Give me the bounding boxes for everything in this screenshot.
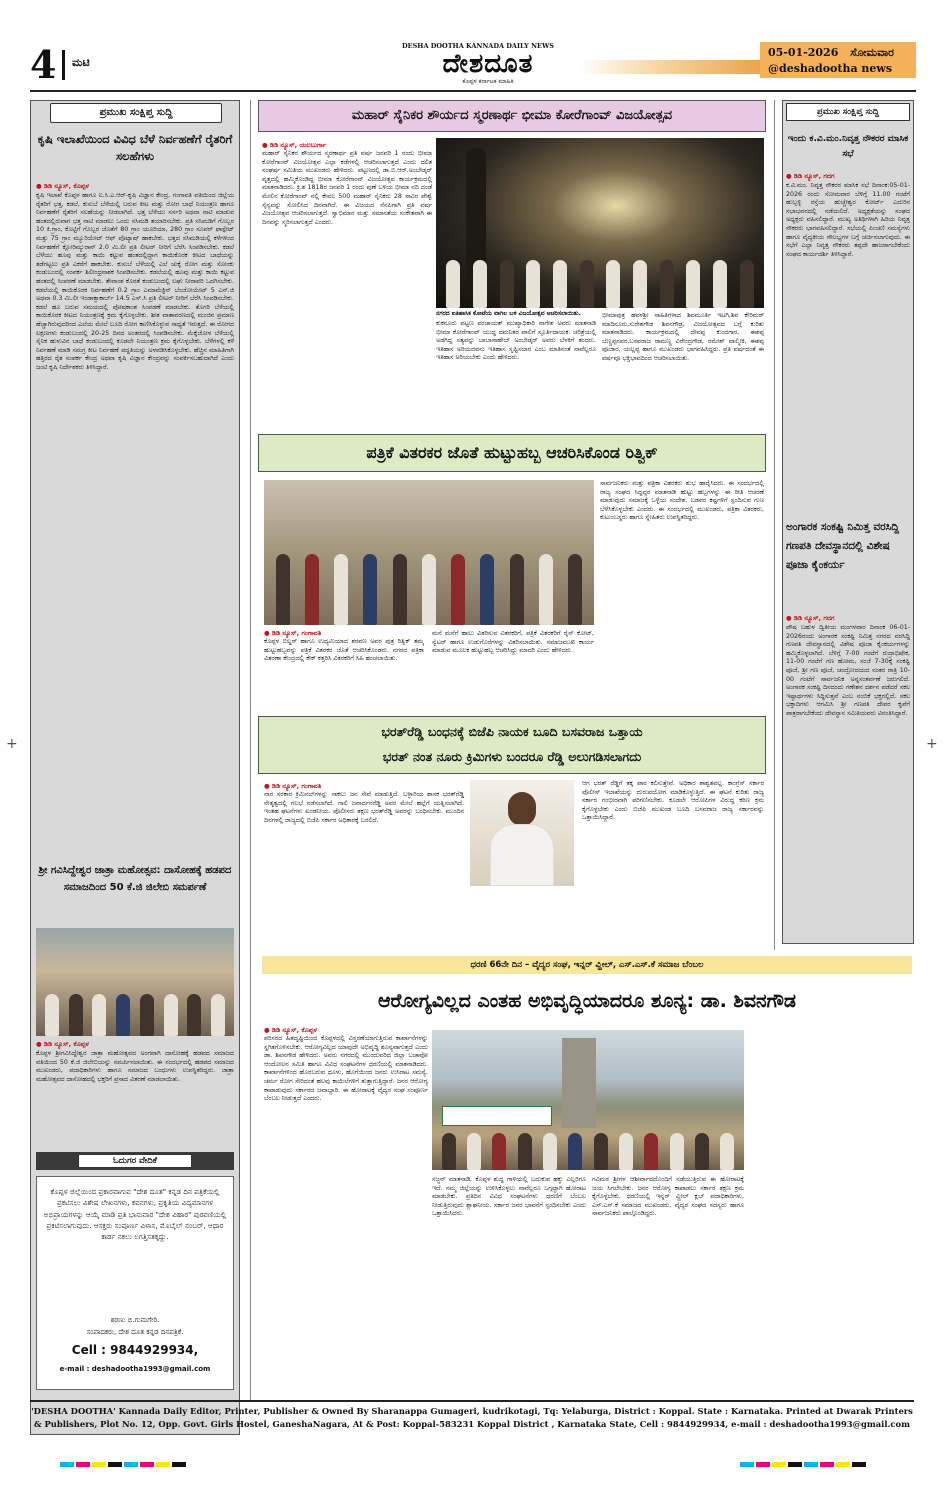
person-figure: [510, 554, 524, 625]
right-story1-byline: ● ಡಿಡಿ ನ್ಯೂಸ್, ಗದಗ: [786, 172, 835, 180]
person-figure: [644, 1133, 658, 1170]
black-swatch-icon: [108, 1462, 122, 1467]
story4-body-far-right: [750, 1030, 912, 1392]
story2-photo: [264, 480, 594, 625]
person-figure: [480, 554, 494, 625]
date: 05-01-2026: [768, 46, 839, 59]
footer-rule: [30, 1400, 914, 1402]
person-figure: [116, 994, 130, 1036]
person-figure: [334, 554, 348, 625]
black-swatch-icon: [788, 1462, 802, 1467]
story4-body-mid: ಸಜ್ಜನ್ ಮಾತನಾಡಿ, ಕೊಪ್ಪಳ ಶುದ್ಧ ಗಾಳಿಯಲ್ಲಿ ಬದುಕುವ ಹಕ್ಕು ಎಲ್ಲರಿಗೂ ಇದೆ. ನಮ್ಮ ಜಿಲ್ಲೆಯನ್ನು ಉಳಿಸಿಕೊಳ್ಳಲು ನಾವೆಲ್ಲರೂ ಒಗ್ಗಟ್ಟಾಗಿ ಹೋರಾಟ ಮಾಡಬೇಕು. ಪ್ರತಿದಿನ ವಿವಿಧ ಸಂಘಟನೆಗಳು ಧರಣಿಗೆ ಬೆಂಬಲ ನೀಡುತ್ತಿರುವುದು ಶ್ಲಾಘನೀಯ. ಸರ್ಕಾರ ಜನರ ಭಾವನೆಗೆ ಸ್ಪಂದಿಸಬೇಕು ಎಂದು ಒತ್ತಾಯಿಸಿದರು.: [432, 1176, 586, 1218]
left-story1-byline: ● ಡಿಡಿ ನ್ಯೂಸ್, ಕೊಪ್ಪಳ: [36, 182, 89, 190]
person-figure: [422, 554, 436, 625]
color-registration-bar-left: [60, 1452, 188, 1471]
story3-headline-line1: ಭರತ್‌ರೆಡ್ಡಿ ಬಂಧನಕ್ಕೆ ಬಿಜೆಪಿ ನಾಯಕ ಬೂದಿ ಬಸವರಾಜ ಒತ್ತಾಯ: [381, 724, 643, 739]
story1-headline: ಮಹಾರ್ ಸೈನಿಕರ ಶೌರ್ಯದ ಸ್ಮರಣಾರ್ಥ ಭೀಮಾ ಕೋರೆಗಾಂವ್ ವಿಜಯೋತ್ಸವ: [351, 108, 673, 123]
story2-body-left: ಕೊಪ್ಪಳ ಬಿಲ್ಡರ್ ಹಾಗೂ ಉದ್ಯಮಿಯಾದ ಶರವಣ ಅವರ ಪುತ್ರ ರಿತ್ವಿಕ್ ತಮ್ಮ ಹುಟ್ಟುಹಬ್ಬವನ್ನು ಪತ್ರಿಕೆ ವಿತರಕರ ಜೊತೆ ಆಚರಿಸಿಕೊಂಡರು. ನಗರದ ಪತ್ರಿಕಾ ವಿತರಣಾ ಕೇಂದ್ರದಲ್ಲಿ ಕೇಕ್ ಕತ್ತರಿಸಿ ವಿತರಕರಿಗೆ ಸಿಹಿ ಹಂಚಲಾಯಿತು.: [264, 638, 424, 663]
left-section-title: ಪ್ರಮುಖ ಸಂಕ್ಷಿಪ್ತ ಸುದ್ದಿ: [50, 103, 222, 123]
person-figure: [305, 554, 319, 625]
person-figure: [526, 260, 540, 308]
person-figure: [568, 1133, 582, 1170]
photo-people: [36, 977, 234, 1036]
cyan-swatch-icon: [124, 1462, 138, 1467]
story1-body-left: ಮಹಾರ್ ಸೈನಿಕರ ಶೌರ್ಯದ ಸ್ಮರಣಾರ್ಥ ಪ್ರತಿ ವರ್ಷ ಜನವರಿ 1 ರಂದು ಭೀಮಾ ಕೋರೆಗಾಂವ್ ವಿಜಯೋತ್ಸವ ಎಲ್ಲಾ ಕಡೆಗಳಲ್ಲಿ ಆಚರಿಸಲಾಗುತ್ತದೆ ಎಂದು ದಲಿತ ಸಂಘರ್ಷ ಸಮಿತಿಯ ಮುಖಂಡರು ಹೇಳಿದರು. ಪಟ್ಟಣದಲ್ಲಿ ಡಾ.ಬಿ.ಆರ್.ಅಂಬೇಡ್ಕರ್ ವೃತ್ತದಲ್ಲಿ ಹಮ್ಮಿಕೊಂಡಿದ್ದ ಭೀಮಾ ಕೋರೆಗಾಂವ್ ವಿಜಯೋತ್ಸವ ಕಾರ್ಯಕ್ರಮದಲ್ಲಿ ಮಾತನಾಡಿದರು. ಕ್ರಿ.ಶ 1818ರ ಜನವರಿ 1 ರಂದು ಪುಣೆ ಬಳಿಯ ಭೀಮಾ ನದಿ ದಂಡೆ ಮೇಲಿನ ಕೋರೆಗಾಂವ್ ನಲ್ಲಿ ಕೇವಲ 500 ಮಹಾರ್ ಸೈನಿಕರು 28 ಸಾವಿರ ಪೇಶ್ವೆ ಸೈನ್ಯವನ್ನು ಸೋಲಿಸಿದ ದಿನವಾಗಿದೆ. ಈ ವಿಜಯದ ನೆನಪಿಗಾಗಿ ಪ್ರತಿ ವರ್ಷ ವಿಜಯೋತ್ಸವ ಆಚರಿಸಲಾಗುತ್ತದೆ. ಸ್ವಾಭಿಮಾನ ಮತ್ತು ಸಮಾನತೆಯ ಸಂಕೇತವಾಗಿ ಈ ದಿನವನ್ನು ಸ್ಮರಿಸಲಾಗುತ್ತದೆ ಎಂದರು.: [262, 150, 432, 226]
person-figure: [211, 994, 225, 1036]
story2-byline: ● ಡಿಡಿ ನ್ಯೂಸ್, ಗಂಗಾವತಿ: [264, 629, 322, 637]
person-figure: [695, 1133, 709, 1170]
story3-byline: ● ಡಿಡಿ ನ್ಯೂಸ್, ಗಂಗಾವತಿ: [264, 782, 322, 790]
registration-mark-left: +: [6, 736, 18, 752]
column-rule: [250, 100, 251, 1400]
person-figure: [553, 260, 567, 308]
story4-byline: ● ಡಿಡಿ ನ್ಯೂಸ್, ಕೊಪ್ಪಳ: [264, 1026, 317, 1034]
story4-headline: ಆರೋಗ್ಯವಿಲ್ಲದ ಎಂತಹ ಅಭಿವೃದ್ಧಿಯಾದರೂ ಶೂನ್ಯ: ಡಾ. ಶಿವನಗೌಡ: [377, 990, 797, 1012]
page-number: 4: [30, 42, 57, 87]
person-figure: [568, 554, 582, 625]
photo-people: [264, 524, 594, 626]
person-figure: [713, 260, 727, 308]
person-figure: [543, 1133, 557, 1170]
story4-body-right: ಗವಿಮಠ ಶ್ರೀಗಳ ಆಶೀರ್ವಾದದೊಂದಿಗೆ ನಡೆಯುತ್ತಿರುವ ಈ ಹೋರಾಟಕ್ಕೆ ಜಯ ಸಿಗಲೇಬೇಕು. ಜನರ ಆರೋಗ್ಯ ಕಾಪಾಡಲು ಸರ್ಕಾರ ತಕ್ಷಣ ಕ್ರಮ ಕೈಗೊಳ್ಳಬೇಕು. ಧರಣಿಯಲ್ಲಿ ಇನ್ನರ್ ವ್ಹೀಲ್ ಕ್ಲಬ್ ಪದಾಧಿಕಾರಿಗಳು, ಎಸ್.ಎಸ್.ಕೆ ಸಮಾಜದ ಮುಖಂಡರು, ವೈದ್ಯರ ಸಂಘದ ಸದಸ್ಯರು ಹಾಗೂ ಸಾರ್ವಜನಿಕರು ಪಾಲ್ಗೊಂಡಿದ್ದರು.: [592, 1176, 744, 1218]
readers-phone: Cell : 9844929934,: [71, 1343, 199, 1357]
story1-photo: [436, 138, 764, 308]
cyan-swatch-icon: [804, 1462, 818, 1467]
left-story1-headline: ಕೃಷಿ ಇಲಾಖೆಯಿಂದ ವಿವಿಧ ಬೆಳೆ ನಿರ್ವಹಣೆಗೆ ರೈತರಿಗೆ ಸಲಹೆಗಳು: [37, 132, 233, 163]
person-figure: [740, 260, 754, 308]
person-figure: [619, 1133, 633, 1170]
readers-signature-title: ಸಂಪಾದಕರು, ದೇಶ ದೂತ ಕನ್ನಡ ದಿನಪತ್ರಿಕೆ.: [86, 1328, 184, 1336]
yellow-swatch-icon: [836, 1462, 850, 1467]
left-story2-body: ಕೊಪ್ಪಳ ಶ್ರೀಗವಿಸಿದ್ದೇಶ್ವರ ಜಾತ್ರಾ ಮಹೋತ್ಸವದ ಅಂಗವಾಗಿ ದಾಸೋಹಕ್ಕೆ ಹಡಪದ ಸಮಾಜದ ವತಿಯಿಂದ 50 ಕೆ.ಜಿ ಜಿಲೇಬಿಯನ್ನು ಸಮರ್ಪಿಸಲಾಯಿತು. ಈ ಸಂದರ್ಭದಲ್ಲಿ ಹಡಪದ ಸಮಾಜದ ಮುಖಂಡರು, ಪದಾಧಿಕಾರಿಗಳು ಹಾಗೂ ಸಮಾಜದ ಬಂಧುಗಳು ಉಪಸ್ಥಿತರಿದ್ದರು. ಜಾತ್ರಾ ಮಹೋತ್ಸವದ ದಾಸೋಹದಲ್ಲಿ ಭಕ್ತರಿಗೆ ಪ್ರಸಾದ ವಿತರಣೆ ಮಾಡಲಾಯಿತು.: [36, 1050, 234, 1083]
portrait-body: [490, 824, 554, 886]
person-figure: [187, 994, 201, 1036]
person-figure: [492, 1133, 506, 1170]
readers-email: e-mail : deshadootha1993@gmail.com: [59, 1365, 211, 1373]
story4-kicker: ಧರಣಿ 66ನೇ ದಿನ – ವೈದ್ಯರ ಸಂಘ, ಇನ್ನರ್ ವ್ಹೀಲ್, ಎಸ್.ಎಸ್.ಕೆ ಸಮಾಜ ಬೆಂಬಲ: [470, 960, 704, 970]
story3-headline-line2: ಭರತ್ ನಂತ ನೂರು ಕ್ರಿಮಿಗಳು ಬಂದರೂ ರೆಡ್ಡಿ ಅಲುಗಡಿಸಲಾಗದು: [382, 749, 642, 764]
person-figure: [500, 260, 514, 308]
right-story2-byline: ● ಡಿಡಿ ನ್ಯೂಸ್, ಗದಗ: [786, 614, 835, 622]
magenta-swatch-icon: [140, 1462, 154, 1467]
left-story2-photo: [36, 928, 234, 1036]
magenta-swatch-icon: [756, 1462, 770, 1467]
social-handle: @deshadootha news: [768, 62, 893, 75]
person-figure: [164, 994, 178, 1036]
yellow-swatch-icon: [772, 1462, 786, 1467]
story4-photo: [432, 1030, 744, 1170]
person-figure: [92, 994, 106, 1036]
story3-body-right: ಆಗ ಭರತ್ ರೆಡ್ಡಿಗೆ ತಕ್ಕ ಪಾಠ ಕಲಿಸುತ್ತೇವೆ. ಅಧಿಕಾರ ಶಾಶ್ವತವಲ್ಲ. ಕಾಂಗ್ರೆಸ್ ಸರ್ಕಾರ ಪೊಲೀಸ್ ಇಲಾಖೆಯನ್ನು ದುರುಪಯೋಗ ಮಾಡಿಕೊಳ್ಳುತ್ತಿದೆ. ಈ ಘಟನೆ ಕುರಿತು ರಾಜ್ಯ ಸರ್ಕಾರ ಗಂಭೀರವಾಗಿ ಪರಿಗಣಿಸಬೇಕು. ಕೂಡಲೇ ಆರೋಪಿಗಳ ವಿರುದ್ಧ ಕಠಿಣ ಕ್ರಮ ಕೈಗೊಳ್ಳಬೇಕು ಎಂದು ಬಿಜೆಪಿ ಮುಖಂಡ ಬೂದಿ ಬಸವರಾಜ ರಾಜ್ಯ ಸರ್ಕಾರವನ್ನು ಒತ್ತಾಯಿಸಿದ್ದಾರೆ.: [582, 780, 764, 822]
left-story2-byline: ● ಡಿಡಿ ನ್ಯೂಸ್, ಕೊಪ್ಪಳ: [36, 1040, 89, 1048]
story1-photo-caption: ನಗರದ ಐತಿಹಾಸಿಕ ಕೋಟೆಯ ವಾಗಿಲ ಬಳಿ ವಿಜಯೋತ್ಸವ ಆಚರಿಸಲಾಯಿತು.: [436, 310, 581, 317]
person-figure: [633, 260, 647, 308]
portrait-head: [508, 792, 536, 826]
color-registration-bar-right: [740, 1452, 868, 1471]
right-story1-headline: ಇಂದು ಕ.ವಿ.ಮಂ.ನಿವೃತ್ತ ನೌಕರರ ಮಾಸಿಕ ಸಭೆ: [787, 134, 909, 159]
right-story2-body: ಪೌಷ ಬಹುಳ ದ್ವಿತೀಯ ಮಂಗಳವಾರ ದಿನಾಂಕ 06-01-2026ರಂದು ಅಂಗಾರಕ ಸಂಕಷ್ಟಿ ನಿಮಿತ್ತ ನಗರದ ವರಸಿದ್ದಿ ಗಣಪತಿ ದೇವಸ್ಥಾನದಲ್ಲಿ ವಿಶೇಷ ಪೂಜಾ ಕೈಂಕರ್ಯಗಳನ್ನು ಹಮ್ಮಿಕೊಳ್ಳಲಾಗಿದೆ. ಬೆಳಿಗ್ಗೆ 7-00 ಗಂಟೆಗೆ ರುದ್ರಾಭಿಷೇಕ, 11-00 ಗಂಟೆಗೆ ಗಣ ಹೋಮ, ಸಂಜೆ 7-30ಕ್ಕೆ ಸಂಕಷ್ಟಿ ಪೂಜೆ, ಶ್ರೀ ಗಣ ಪೂಜೆ, ಚಂದ್ರೋದಯದ ನಂತರ ರಾತ್ರಿ 10-00 ಗಂಟೆಗೆ ಸಾರ್ವಜನಿಕ ಅನ್ನಸಂತರ್ಪಣೆ ಜರುಗಲಿದೆ. ಅಂಗಾರಕ ಸಂಕಷ್ಟಿ ದಿನದಂದು ಗಣೇಶನ ದರ್ಶನ ಪಡೆದರೆ ಸಕಲ ಇಷ್ಟಾರ್ಥಗಳು ಸಿದ್ಧಿಸುತ್ತವೆ ಎಂಬ ನಂಬಿಕೆ ಭಕ್ತರಲ್ಲಿದೆ. ಸಕಲ ಭಕ್ತಾದಿಗಳು ಆಗಮಿಸಿ ಶ್ರೀ ಗಣಪತಿ ದೇವರ ಕೃಪೆಗೆ ಪಾತ್ರರಾಗಬೇಕೆಂದು ದೇವಸ್ಥಾನ ಸಮಿತಿಯವರು ವಿನಂತಿಸಿದ್ದಾರೆ.: [786, 624, 910, 717]
story4-body-left: ಪರಿಸರದ ಹಿತದೃಷ್ಟಿಯಿಂದ ಕೊಪ್ಪಳದಲ್ಲಿ ವಿಸ್ತರಣೆಯಾಗುತ್ತಿರುವ ಕಾರ್ಖಾನೆಗಳನ್ನು ಸ್ಥಗಿತಗೊಳಿಸಬೇಕು. ಆರೋಗ್ಯವಿಲ್ಲದ ಯಾವುದೇ ಅಭಿವೃದ್ಧಿ ಶೂನ್ಯವಾಗುತ್ತದೆ ಎಂದು ಡಾ. ಶಿವನಗೌಡ ಹೇಳಿದರು. ಅವರು ನಗರದಲ್ಲಿ ಮುಂದುವರಿದ ಜಿಲ್ಲಾ ಬಚಾವೋ ಆಂದೋಲನ ಸಮಿತಿ ಹಾಗೂ ವಿವಿಧ ಸಂಘಟನೆಗಳ ಧರಣಿಯಲ್ಲಿ ಮಾತನಾಡಿದರು. ಕಾರ್ಖಾನೆಗಳಿಂದ ಹೊರಬರುವ ಧೂಳು, ಹೊಗೆಯಿಂದ ಜನರು ಉಸಿರಾಟ ಸಮಸ್ಯೆ, ಚರ್ಮ ರೋಗ ಸೇರಿದಂತೆ ಹಲವು ಕಾಯಿಲೆಗಳಿಗೆ ತುತ್ತಾಗುತ್ತಿದ್ದಾರೆ. ಜನರ ಆರೋಗ್ಯ ಕಾಪಾಡುವುದು ಸರ್ಕಾರದ ಜವಾಬ್ದಾರಿ. ಈ ಹೋರಾಟಕ್ಕೆ ವೈದ್ಯರ ಸಂಘ ಸಂಪೂರ್ಣ ಬೆಂಬಲ ನೀಡುತ್ತದೆ ಎಂದರು.: [264, 1035, 428, 1103]
person-figure: [446, 260, 460, 308]
black-swatch-icon: [852, 1462, 866, 1467]
registration-mark-right: +: [926, 736, 938, 752]
left-story2-headline: ಶ್ರೀ ಗವಿಸಿದ್ದೇಶ್ವರ ಜಾತ್ರಾ ಮಹೋತ್ಸವ: ದಾಸೋಹಕ್ಕೆ ಹಡಪದ ಸಮಾಜದಿಂದ 50 ಕೆ.ಜಿ ಜಿಲೇಬಿ ಸಮರ್ಪಣೆ: [38, 865, 232, 893]
paper-english-name: DESHA DOOTHA KANNADA DAILY NEWS: [402, 42, 554, 50]
person-figure: [660, 260, 674, 308]
photo-people: [432, 1117, 744, 1170]
weekday: ಸೋಮವಾರ: [850, 46, 894, 59]
photo-people: [436, 240, 764, 308]
person-figure: [686, 260, 700, 308]
person-figure: [606, 260, 620, 308]
person-figure: [473, 260, 487, 308]
page-label: ಮಟಿ: [72, 56, 90, 69]
person-figure: [670, 1133, 684, 1170]
story3-body-left: ನಾರ ಸರಕಾರ ಕ್ರಿಮಿನಲ್‌ಗಳನ್ನು ಸಾಕಲು ಜನ ಸೇವೆ ಮಾಡುತ್ತಿದೆ. ಬಳ್ಳಾರಿಯ ಶಾಸಕ ಭರತ್‌ರೆಡ್ಡಿ ನೇತೃತ್ವದಲ್ಲಿ ಗಲಭೆ ನಡೆಸಲಾಗಿದೆ. ಗಾಲಿ ಜನಾರ್ದನರೆಡ್ಡಿ ಅವರ ಮೇಲೆ ಹಲ್ಲೆಗೆ ಯತ್ನಿಸಲಾಗಿದೆ. ಇಂತಹ ಘಟನೆಗಳು ಖಂಡನೀಯ. ಪೊಲೀಸರು ತಕ್ಷಣ ಭರತ್‌ರೆಡ್ಡಿ ಅವರನ್ನು ಬಂಧಿಸಬೇಕು. ಮುಂದಿನ ದಿನಗಳಲ್ಲಿ ರಾಜ್ಯದಲ್ಲಿ ಬಿಜೆಪಿ ಸರ್ಕಾರ ಅಧಿಕಾರಕ್ಕೆ ಬರಲಿದೆ.: [264, 791, 464, 824]
story3-portrait: [470, 780, 574, 886]
person-figure: [276, 554, 290, 625]
story2-body-mid: ಮನೆ ಮನೆಗೆ ಹಾಲು ವಿತರಿಸುವ ವಿತರಕರಿಗೆ, ಪತ್ರಿಕೆ ವಿತರಕರಿಗೆ ರೈನ್ ಕೋಟ್, ಸ್ವೆಟರ್ ಹಾಗೂ ಉಡುಗೊರೆಗಳನ್ನು ವಿತರಿಸಲಾಯಿತು. ಸಮಾಜಮುಖಿ ಕಾರ್ಯ ಮಾಡುವ ಮೂಲಕ ಹುಟ್ಟುಹಬ್ಬ ಆಚರಿಸಿದ್ದು ಮಾದರಿ ಎಂದು ಹೇಳಿದರು.: [432, 630, 594, 655]
right-story1-body: ಕ.ವಿ.ಮಂ. ನಿವೃತ್ತ ನೌಕರರ ಮಾಸಿಕ ಸಭೆ ದಿನಾಂಕ:05-01-2026 ರಂದು ಸೋಮವಾರ ಬೆಳಿಗ್ಗೆ 11.00 ಗಂಟೆಗೆ ಹುಬ್ಬಳ್ಳಿ ರಸ್ತೆಯ ಹುಚ್ಚೇಶ್ವರ ಕೋರ್ಟ್ ಎದುರಿನ ಸಭಾಭವನದಲ್ಲಿ ನಡೆಯಲಿದೆ. ಅಧ್ಯಕ್ಷತೆಯನ್ನು ಸಂಘದ ಅಧ್ಯಕ್ಷರು ವಹಿಸಲಿದ್ದಾರೆ. ಮುಖ್ಯ ಅತಿಥಿಗಳಾಗಿ ಹಿರಿಯ ನಿವೃತ್ತ ನೌಕರರು ಭಾಗವಹಿಸಲಿದ್ದಾರೆ. ಸಭೆಯಲ್ಲಿ ಪಿಂಚಣಿ ಸಮಸ್ಯೆಗಳು ಹಾಗೂ ವೈದ್ಯಕೀಯ ಸೌಲಭ್ಯಗಳ ಬಗ್ಗೆ ಚರ್ಚಿಸಲಾಗುವುದು. ಈ ಸಭೆಗೆ ಎಲ್ಲಾ ನಿವೃತ್ತ ನೌಕರರು ತಪ್ಪದೇ ಹಾಜರಾಗಬೇಕೆಂದು ಸಂಘದ ಕಾರ್ಯದರ್ಶಿ ತಿಳಿಸಿದ್ದಾರೆ.: [786, 182, 910, 258]
person-figure: [594, 1133, 608, 1170]
person-figure: [442, 1133, 456, 1170]
person-figure: [45, 994, 59, 1036]
person-figure: [69, 994, 83, 1036]
masthead: [30, 42, 916, 92]
right-section-title: ಪ್ರಮುಖ ಸಂಕ್ಷಿಪ್ತ ಸುದ್ದಿ: [786, 103, 910, 121]
person-figure: [518, 1133, 532, 1170]
footer-imprint: 'DESHA DOOTHA' Kannada Daily Editor, Printer, Publisher & Owned By Sharanappa Gumageri, kudrikotagi, Tq: Yelaburga, District : Koppal. State : Karnataka. Printed at Dwarak Printers & Publishers, Plot No. 12, Opp. Govt. Girls Hostel, GaneshaNagara, At & Post: Koppal-583231 Koppal District , Karnataka State, Cell : 9844929934, e-mail : deshadootha1993@gmail.com: [31, 1406, 913, 1429]
readers-signature-name: ಶರಣು ಬಿ.ಗುಮಗೇರಿ.: [110, 1316, 160, 1324]
logo: ದೇಶದೂತ: [442, 49, 534, 79]
person-figure: [467, 1133, 481, 1170]
story1-body-right: ಭೀಮಾಪುತ್ರ ಹವಳಶ್ರೀ ಸಾಹಿತಿಗಳಾದ ಶಿವಮೂರ್ತಿ ಇಟಗಿ,ಶಿವ ಕೇರಿಮಠ್ ಮಾದಿನೂರು,ಸುರೇಶಗೌಡ ಶಿವನಗೌಡ್ರ, ವಿಜಯೋತ್ಸವದ ಬಗ್ಗೆ ಕುರಿತು ಮಾತನಾಡಿದರು. ಕಾರ್ಯಕ್ರಮದಲ್ಲಿ ದೇವಪ್ಪ ಕುಂದಗಾರ, ಈಶಪ್ಪ ಬೆಣ್ಣಪ್ಪನವರ,ಬಸವರಾಜ ರಾಮಣ್ಣ ವಿರೇಂದ್ರಗೌಡ, ರಮೇಶ್ ವಾಲ್ಮೀಕಿ, ಈಶಪ್ಪ ಪೂಜಾರ, ಯಲ್ಲಪ್ಪ ಹಾಗೂ ಮುಖಂಡರು ಭಾಗವಹಿಸಿದ್ದರು. ಪ್ರತಿ ವರ್ಷದಂತೆ ಈ ವರ್ಷವೂ ಭಕ್ತಿಭಾವದಿಂದ ಆಚರಿಸಲಾಯಿತು.: [602, 312, 764, 362]
page-divider: [62, 50, 65, 80]
right-story2-headline: ಅಂಗಾರಕ ಸಂಕಷ್ಟಿ ನಿಮಿತ್ತ ವರಸಿದ್ದಿ ಗಣಪತಿ ದೇವಸ್ಥಾನದಲ್ಲಿ ವಿಶೇಷ ಪೂಜಾ ಕೈಂಕರ್ಯ: [786, 521, 899, 571]
magenta-swatch-icon: [820, 1462, 834, 1467]
story1-body-mid: ಕುಕನೂರು ಪಟ್ಟಣ ಪಂಚಾಯತ್ ಮುಖ್ಯಾಧಿಕಾರಿ ನಾಗೇಶ ಅವರು ಮಾತನಾಡಿ ಭೀಮಾ ಕೋರೆಗಾಂವ್ ಯುದ್ಧ ದಮನಿತರ ಪಾಲಿಗೆ ಸ್ಫೂರ್ತಿದಾಯಕ. ಚರಿತ್ರೆಯಲ್ಲಿ ಅಡಗಿದ್ದ ಸತ್ಯವನ್ನು ಬಾಬಾಸಾಹೇಬ್ ಅಂಬೇಡ್ಕರ್ ಅವರು ಬೆಳಕಿಗೆ ತಂದರು. ಇತಿಹಾಸ ಅರಿಯದವನು ಇತಿಹಾಸ ಸೃಷ್ಟಿಸಲಾರ ಎಂಬ ಮಾತಿನಂತೆ ನಾವೆಲ್ಲರೂ ಇತಿಹಾಸ ಅರಿಯಬೇಕು ಎಂದು ಹೇಳಿದರು.: [436, 320, 596, 362]
cyan-swatch-icon: [60, 1462, 74, 1467]
person-figure: [720, 1133, 734, 1170]
person-figure: [451, 554, 465, 625]
yellow-swatch-icon: [92, 1462, 106, 1467]
person-figure: [539, 554, 553, 625]
cyan-swatch-icon: [740, 1462, 754, 1467]
left-story1-body: ಕೃಷಿ ಇಲಾಖೆ ಕೊಪ್ಪಳ ಹಾಗೂ ಐ.ಸಿ.ಎ.ಆರ್-ಕೃಷಿ ವಿಜ್ಞಾನ ಕೇಂದ್ರ, ಗಂಗಾವತಿ ವತಿಯಿಂದ ಜಿಲ್ಲೆಯ ರೈತರಿಗೆ ಭತ್ತ, ಕಡಲೆ, ಕುಸುಬೆ ಬೆಳೆಯಲ್ಲಿ ಬರುವ ಕೀಟ ಮತ್ತು ರೋಗ ಬಾಧೆ ನಿಯಂತ್ರಣ ಹಾಗೂ ನಿರ್ವಹಣೆಗೆ ರೈತರಿಗೆ ಸಲಹೆಯನ್ನು ನೀಡಲಾಗಿದೆ. ಭತ್ತ ಬೆಳೆಯು ನರ್ಸರಿ ಅಥವಾ ನಾಟಿ ಮಾಡುವ ಹಂತದಲ್ಲಿರುವಾಗ ಭತ್ತ ನಾಟಿ ಮಾಡಲು ಒಂದು ಸಸಿಮಡಿ ತಯಾರಿಸಬೇಕು. ಪ್ರತಿ ಸಸಿಮಡಿಗೆ ಗೊಬ್ಬರ 10 ಕಿ.ಗ್ರಾಂ, ಕೊಟ್ಟಿಗೆ ಗೊಬ್ಬರ ಜೊತೆಗೆ 80 ಗ್ರಾಂ ಯೂರಿಯಾ, 280 ಗ್ರಾಂ ಸೂಪರ್ ಫಾಸ್ಫೇಟ್ ಮತ್ತು 75 ಗ್ರಾಂ ಮ್ಯೂರಿಯೇಟ್ ಆಫ್ ಪೊಟ್ಯಾಷ್ ಹಾಕಬೇಕು. ಭತ್ತದ ಸಸಿಮಡಿಯಲ್ಲಿ ಕಳೆಗಳಿಂದ ನಿರ್ವಹಣೆಗೆ ಕ್ಲೋರಿಮ್ಯುರಾನ್ 2.0 ಮಿ.ಲೀ ಪ್ರತಿ ಲೀಟರ್ ನೀರಿಗೆ ಬೆರೆಸಿ ಸಿಂಪಡಿಸಬೇಕು. ಕಡಲೆ ಬೆಳೆಯು ಹೂವು ಮತ್ತು ಕಾಯಿ ಕಟ್ಟುವ ಹಂತದಲ್ಲಿದ್ದಾಗ ಕಾಯಿಕೊರಕ ಕೀಟದ ಬಾಧೆಯನ್ನು ತಡೆಗಟ್ಟಲು ಪ್ರತಿ ಎಕರೆಗೆ ಹಾಕಬೇಕು. ಕುಸುಬೆ ಬೆಳೆಯಲ್ಲಿ ಎಲೆ ಚುಕ್ಕೆ ರೋಗ ಮತ್ತು ಸೋಂಕು ಕಂಡುಬಂದಲ್ಲಿ ಸಂಪರ್ಕ ಶಿಲೀಂಧ್ರನಾಶಕ ಸಿಂಪಡಿಸಬೇಕು. ಕಡಲೆಯಲ್ಲಿ ಹೂವು ಮತ್ತು ಕಾಯಿ ಕಟ್ಟುವ ಹಂತದಲ್ಲಿ ಸಿಂಪರಣೆ ಮಾಡಬೇಕು. ತೇವಾಂಶ ಕೊರತೆ ಕಂಡುಬಂದಲ್ಲಿ ಲಘು ನೀರಾವರಿ ಒದಗಿಸಬೇಕು. ಕಡಲೆಯಲ್ಲಿ ಕಾಯಿಕೊರಕ ನಿರ್ವಹಣೆಗೆ 0.2 ಗ್ರಾಂ ಎಮಾಮೆಕ್ಟಿನ್ ಬೆಂಜೋಯೇಟ್ 5 ಎಸ್.ಜಿ ಅಥವಾ 0.3 ಮಿ.ಲೀ ಇಂಡಾಕ್ಸಾಕಾರ್ಬ್ 14.5 ಎಸ್.ಸಿ ಪ್ರತಿ ಲೀಟರ್ ನೀರಿಗೆ ಬೆರೆಸಿ ಸಿಂಪಡಿಸಬೇಕು. ಕಡಲೆ ಹೂ ಬರುವ ಸಮಯದಲ್ಲಿ ಪೋಷಕಾಂಶ ಸಿಂಪಡಣೆ ಮಾಡಬೇಕು. ತೊಗರಿ ಬೆಳೆಯಲ್ಲಿ ಕಾಯಿಕೊರಕ ಕೀಟದ ನಿಯಂತ್ರಣಕ್ಕೆ ಕ್ರಮ ಕೈಗೊಳ್ಳಬೇಕು. ಶೀತ ವಾತಾವರಣದಲ್ಲಿ ಮಂಜಿನ ಪ್ರಮಾಣ ಹೆಚ್ಚಾಗಿರುವುದರಿಂದ ಎಲೆಯ ಮೇಲೆ ಬೂದಿ ರೋಗ ಕಾಣಿಸಿಕೊಳ್ಳುವ ಸಾಧ್ಯತೆ ಇರುತ್ತದೆ. ಈ ರೋಗದ ಲಕ್ಷಣಗಳು ಕಂಡುಬಂದಲ್ಲಿ 20-25 ದಿನದ ಅಂತರದಲ್ಲಿ ಸಿಂಪಡಿಸಬೇಕು. ಮೆಕ್ಕೆಜೋಳ ಬೆಳೆಯಲ್ಲಿ ಸೈನಿಕ ಹುಳುವಿನ ಬಾಧೆ ಕಂಡುಬಂದಲ್ಲಿ ಕೂಡಲೇ ನಿಯಂತ್ರಣ ಕ್ರಮ ಕೈಗೊಳ್ಳಬೇಕು. ಬೆಳೆಗಳಲ್ಲಿ ಕಳೆ ನಿರ್ವಹಣೆ ಮಾಡಿ ಸಮಗ್ರ ಕೀಟ ನಿರ್ವಹಣೆ ಪದ್ಧತಿಯನ್ನು ಅಳವಡಿಸಿಕೊಳ್ಳಬೇಕು. ಹೆಚ್ಚಿನ ಮಾಹಿತಿಗಾಗಿ ಹತ್ತಿರದ ರೈತ ಸಂಪರ್ಕ ಕೇಂದ್ರ ಅಥವಾ ಕೃಷಿ ವಿಜ್ಞಾನ ಕೇಂದ್ರವನ್ನು ಸಂಪರ್ಕಿಸಬಹುದಾಗಿದೆ ಎಂದು ಜಂಟಿ ಕೃಷಿ ನಿರ್ದೇಶಕರು ತಿಳಿಸಿದ್ದಾರೆ.: [36, 192, 234, 371]
clock-tower: [562, 1038, 596, 1128]
person-figure: [363, 554, 377, 625]
magenta-swatch-icon: [76, 1462, 90, 1467]
story1-byline: ● ಡಿಡಿ ನ್ಯೂಸ್, ಯಲಬುರ್ಗಾ: [262, 141, 327, 149]
column-rule: [774, 100, 775, 950]
person-figure: [393, 554, 407, 625]
person-figure: [140, 994, 154, 1036]
readers-forum-body: ಕೊಪ್ಪಳ ಜಿಲ್ಲೆಯಿಂದ ಪ್ರಕಾರವಾಗುವ "ದೇಶ ದೂತ" ಕನ್ನಡ ದಿನ ಪತ್ರಿಕೆಯಲ್ಲಿ ಪ್ರಕಟಿಸಲು ವಿಶೇಷ ಲೇಖನಗಳು, ಕವನಗಳು, ಪ್ರಕೃತಿಯ ವಿದ್ಯಮಾನಗಳ ಅಭಿಪ್ರಾಯಗಳನ್ನು ಆಯ್ಕೆ ಮಾಡಿ ಪ್ರತಿ ಭಾನುವಾರ "ದೇಶ ವಿಹಾರ" ಪುರವಣಿಯಲ್ಲಿ ಪ್ರಕಟಿಸಲಾಗುವುದು. ಆಸಕ್ತರು ಸಂಪೂರ್ಣ ವಿಳಾಸ, ಮೊಬೈಲ್ ನಂಬರ್, ಆಧಾರ ಕಾರ್ಡ ನಕಲು ಲಗತ್ತಿಸತಕ್ಕದ್ದು.: [43, 1187, 227, 1242]
story1-body-left-lower: [262, 312, 432, 424]
yellow-swatch-icon: [156, 1462, 170, 1467]
black-swatch-icon: [172, 1462, 186, 1467]
header-color-stripe: [580, 60, 760, 74]
tagline: ಕೊಪ್ಪಳ ಕರ್ನಾಟಕ ಮಾಹಿತಿ: [462, 78, 514, 85]
person-figure: [580, 260, 594, 308]
issue-date: [768, 46, 894, 60]
readers-forum-title: ಓದುಗರ ವೇದಿಕೆ: [78, 1154, 192, 1168]
story2-body-right: ಸಾರ್ವಜನಿಕರು ಮತ್ತು ಪತ್ರಿಕಾ ವಿತರಕರು ಶುಭ ಹಾರೈಸಿದರು. ಈ ಸಂದರ್ಭದಲ್ಲಿ ರಾಜ್ಯ ಸಂಘದ ಸಿದ್ದಪ್ಪರ ಮಾತನಾಡಿ ಹುಟ್ಟು ಹಬ್ಬಗಳನ್ನು ಈ ರೀತಿ ಆಚರಣೆ ಮಾಡುವುದು ಸಮಾಜಕ್ಕೆ ಒಳ್ಳೆಯ ಸಂದೇಶ. ಬಡವರ ಕಷ್ಟಗಳಿಗೆ ಸ್ಪಂದಿಸುವ ಗುಣ ಬೆಳೆಸಿಕೊಳ್ಳಬೇಕು ಎಂದರು. ಈ ಸಂದರ್ಭದಲ್ಲಿ ಮುಖಂಡರು, ಪತ್ರಿಕಾ ವಿತರಕರು, ಕುಟುಂಬಸ್ಥರು ಹಾಗೂ ಸ್ನೇಹಿತರು ಉಪಸ್ಥಿತರಿದ್ದರು.: [600, 480, 764, 522]
story2-headline: ಪತ್ರಿಕೆ ವಿತರಕರ ಜೊತೆ ಹುಟ್ಟುಹಬ್ಬ ಆಚರಿಸಿಕೊಂಡ ರಿತ್ವಿಕ್: [366, 443, 658, 462]
